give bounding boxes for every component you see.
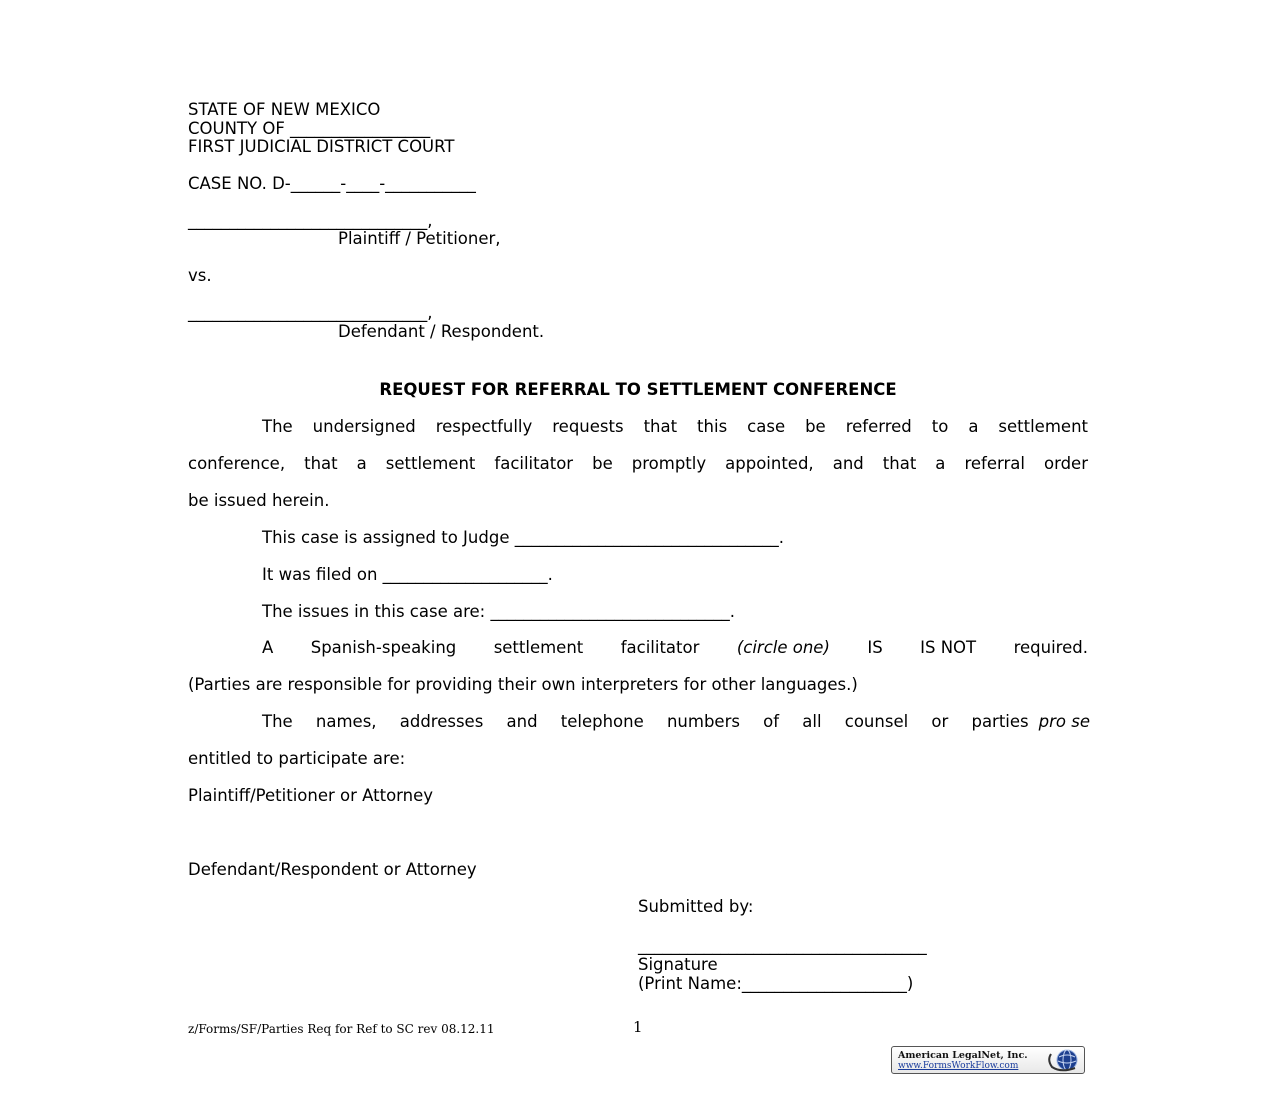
court-name: FIRST JUDICIAL DISTRICT COURT [188,137,455,156]
paragraph-request-line-1: The undersigned respectfully requests that this case be referred to a settlement [262,417,1088,436]
spanish-word-speaking: Spanish-speaking [310,638,457,657]
footer-file-path: z/Forms/SF/Parties Req for Ref to SC rev 08.12.11 [188,1022,495,1036]
defendant-label: Defendant / Respondent. [338,322,545,341]
plaintiff-label: Plaintiff / Petitioner, [338,229,501,248]
document-title: REQUEST FOR REFERRAL TO SETTLEMENT CONFERENCE [379,380,897,399]
spanish-word-a: A [262,638,274,657]
judge-assignment: This case is assigned to Judge ________________________________. [262,528,784,547]
paragraph-request-line-3: be issued herein. [188,491,330,510]
filing-date: It was filed on ____________________. [262,565,553,584]
interpreters-note: (Parties are responsible for providing their own interpreters for other languages.) [188,675,858,694]
participants-line [262,712,1090,731]
defendant-attorney-heading: Defendant/Respondent or Attorney [188,860,477,879]
logo-website-link[interactable]: www.FormsWorkFlow.com [898,1061,1019,1071]
paragraph-request-line-2: conference, that a settlement facilitator be promptly appointed, and that a referral order [188,454,1088,473]
page-number: 1 [633,1018,643,1036]
participants-line-2: entitled to participate are: [188,749,406,768]
county-line: COUNTY OF _________________ [188,119,431,138]
defendant-blank: _____________________________, [188,303,433,322]
globe-icon [1047,1048,1081,1072]
option-is-not: IS NOT [920,638,977,657]
plaintiff-attorney-heading: Plaintiff/Petitioner or Attorney [188,786,434,805]
case-issues: The issues in this case are: _____________________________. [262,602,735,621]
option-is: IS [867,638,883,657]
american-legalnet-logo[interactable] [891,1046,1085,1074]
state-name: STATE OF NEW MEXICO [188,100,381,119]
print-name-line: (Print Name:____________________) [638,974,914,993]
versus: vs. [188,266,212,285]
spanish-facilitator-line [262,638,1088,657]
spanish-word-facilitator: facilitator [620,638,700,657]
plaintiff-blank: _____________________________, [188,211,433,230]
participants-text: The names, addresses and telephone numbers of all counsel or parties [262,712,1029,731]
signature-line: ___________________________________ [638,936,927,955]
logo-company-name: American LegalNet, Inc. [898,1050,1028,1061]
signature-label: Signature [638,955,718,974]
spanish-word-required: required. [1013,638,1088,657]
submitted-by: Submitted by: [638,897,754,916]
spanish-word-settlement: settlement [493,638,584,657]
pro-se-term: pro se [1038,712,1090,731]
case-number: CASE NO. D-______-____-___________ [188,174,476,193]
circle-one-note: (circle one) [736,638,830,657]
